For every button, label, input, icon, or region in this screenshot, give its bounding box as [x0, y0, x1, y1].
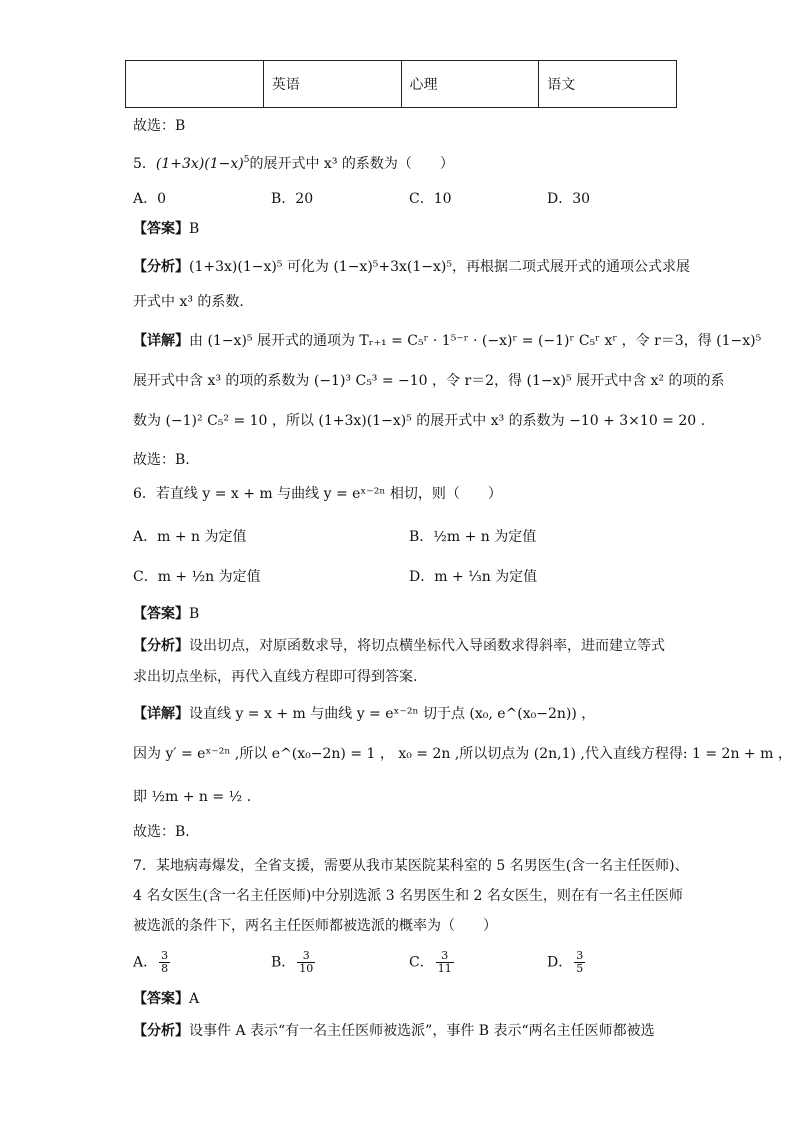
- q5-analysis-line-1: [133, 257, 690, 277]
- q7-analysis-line-1: [133, 1021, 655, 1041]
- answer-value: A: [189, 991, 200, 1007]
- q5-answer: [133, 219, 199, 239]
- q4-conclusion: 故选：B: [133, 118, 186, 134]
- detail-tag: 【详解】: [133, 706, 189, 722]
- q5-option-b: B．20: [271, 191, 314, 207]
- option-fraction: $\frac{3}{10}$: [299, 949, 314, 975]
- analysis-text: (1+3x)(1−x)⁵ 可化为 (1−x)⁵+3x(1−x)⁵，再根据二项式展开式的通项公式求展: [189, 259, 691, 275]
- answer-tag: 【答案】: [133, 606, 189, 622]
- q7-option-d: [547, 950, 587, 975]
- analysis-text: 设出切点，对原函数求导，将切点横坐标代入导函数求得斜率，进而建立等式: [189, 638, 665, 654]
- q6-detail-line-1: [133, 704, 595, 724]
- analysis-text: 设事件 A 表示“有一名主任医师被选派”，事件 B 表示“两名主任医师都被选: [189, 1023, 655, 1039]
- q6-analysis-line-2: 求出切点坐标，再代入直线方程即可得到答案.: [133, 669, 418, 685]
- table-cell: 英语: [263, 61, 401, 108]
- q6-option-b: B．½m + n 为定值: [409, 529, 537, 545]
- q6-conclusion: 故选：B.: [133, 824, 190, 840]
- q5-detail-line-1: [133, 331, 761, 351]
- q6-answer: [133, 604, 199, 624]
- q5-analysis-line-2: 开式中 x³ 的系数.: [133, 294, 244, 310]
- detail-tag: 【详解】: [133, 333, 189, 349]
- q6-analysis-line-1: [133, 636, 665, 656]
- option-fraction: $\frac{3}{11}$: [437, 949, 452, 975]
- option-fraction: $\frac{3}{5}$: [576, 949, 584, 975]
- q7-option-b: [271, 950, 317, 975]
- q5-stem-suffix: 的展开式中 x³ 的系数为（ ）: [249, 156, 454, 172]
- analysis-tag: 【分析】: [133, 259, 189, 275]
- analysis-tag: 【分析】: [133, 1023, 189, 1039]
- table-cell: 语文: [539, 61, 677, 108]
- option-label: C．: [409, 954, 434, 971]
- detail-text: 设直线 y = x + m 与曲线 y = eˣ⁻²ⁿ 切于点 (x₀, e^(x₀−2n)) ，: [189, 706, 596, 722]
- answer-value: B: [189, 221, 200, 237]
- q5-detail-line-3: 数为 (−1)² C₅² = 10 ，所以 (1+3x)(1−x)⁵ 的展开式中 x³ 的系数为 −10 + 3×10 = 20 .: [133, 413, 706, 429]
- answer-tag: 【答案】: [133, 221, 189, 237]
- option-fraction: $\frac{3}{8}$: [161, 949, 169, 975]
- table-row: [126, 61, 677, 108]
- q7-stem-line-3: 被选派的条件下，两名主任医师都被选派的概率为（ ）: [133, 918, 497, 934]
- table-cell: [126, 61, 264, 108]
- analysis-tag: 【分析】: [133, 638, 189, 654]
- q5-option-a: A．0: [133, 191, 167, 207]
- q6-detail-line-3: 即 ½m + n = ½ .: [133, 789, 252, 805]
- subject-table: [125, 60, 677, 108]
- q5-exp: 5: [243, 155, 250, 165]
- option-label: D．: [547, 954, 573, 971]
- q5-detail-line-2: 展开式中含 x³ 的项的系数为 (−1)³ C₅³ = −10 ，令 r＝2，得 (1−x)⁵ 展开式中含 x² 的项的系: [133, 373, 725, 389]
- q5-option-c: C．10: [409, 191, 452, 207]
- table-cell: 心理: [401, 61, 539, 108]
- q6-detail-line-2: 因为 y′ = eˣ⁻²ⁿ ,所以 e^(x₀−2n) = 1 ， x₀ = 2n ,所以切点为 (2n,1) ,代入直线方程得: 1 = 2n + m ，: [133, 746, 792, 762]
- answer-tag: 【答案】: [133, 991, 189, 1007]
- answer-value: B: [189, 606, 200, 622]
- q6-option-c: C．m + ½n 为定值: [133, 569, 261, 585]
- q7-stem-line-2: 4 名女医生(含一名主任医师)中分别选派 3 名男医生和 2 名女医生，则在有一名主任医师: [133, 888, 683, 904]
- option-label: B．: [271, 954, 296, 971]
- q5-expr: (1+3x)(1−x): [155, 156, 244, 172]
- detail-text: 由 (1−x)⁵ 展开式的通项为 Tᵣ₊₁ = C₅ʳ · 1⁵⁻ʳ · (−x)ʳ = (−1)ʳ C₅ʳ xʳ ，令 r＝3，得 (1−x)⁵: [189, 333, 762, 349]
- option-label: A．: [133, 954, 158, 971]
- q5-option-d: D．30: [547, 191, 591, 207]
- q6-stem: 6．若直线 y = x + m 与曲线 y = eˣ⁻²ⁿ 相切，则（ ）: [133, 486, 502, 502]
- q5-conclusion: 故选：B.: [133, 452, 190, 468]
- q5-stem: [133, 150, 454, 174]
- q7-option-a: [133, 950, 172, 975]
- q7-option-c: [409, 950, 456, 975]
- q6-option-a: A．m + n 为定值: [133, 529, 247, 545]
- q6-option-d: D．m + ⅓n 为定值: [409, 569, 538, 585]
- q7-answer: [133, 989, 199, 1009]
- q5-number: 5．: [133, 156, 156, 172]
- q7-stem-line-1: 7．某地病毒爆发，全省支援，需要从我市某医院某科室的 5 名男医生(含一名主任医师)、: [133, 858, 689, 874]
